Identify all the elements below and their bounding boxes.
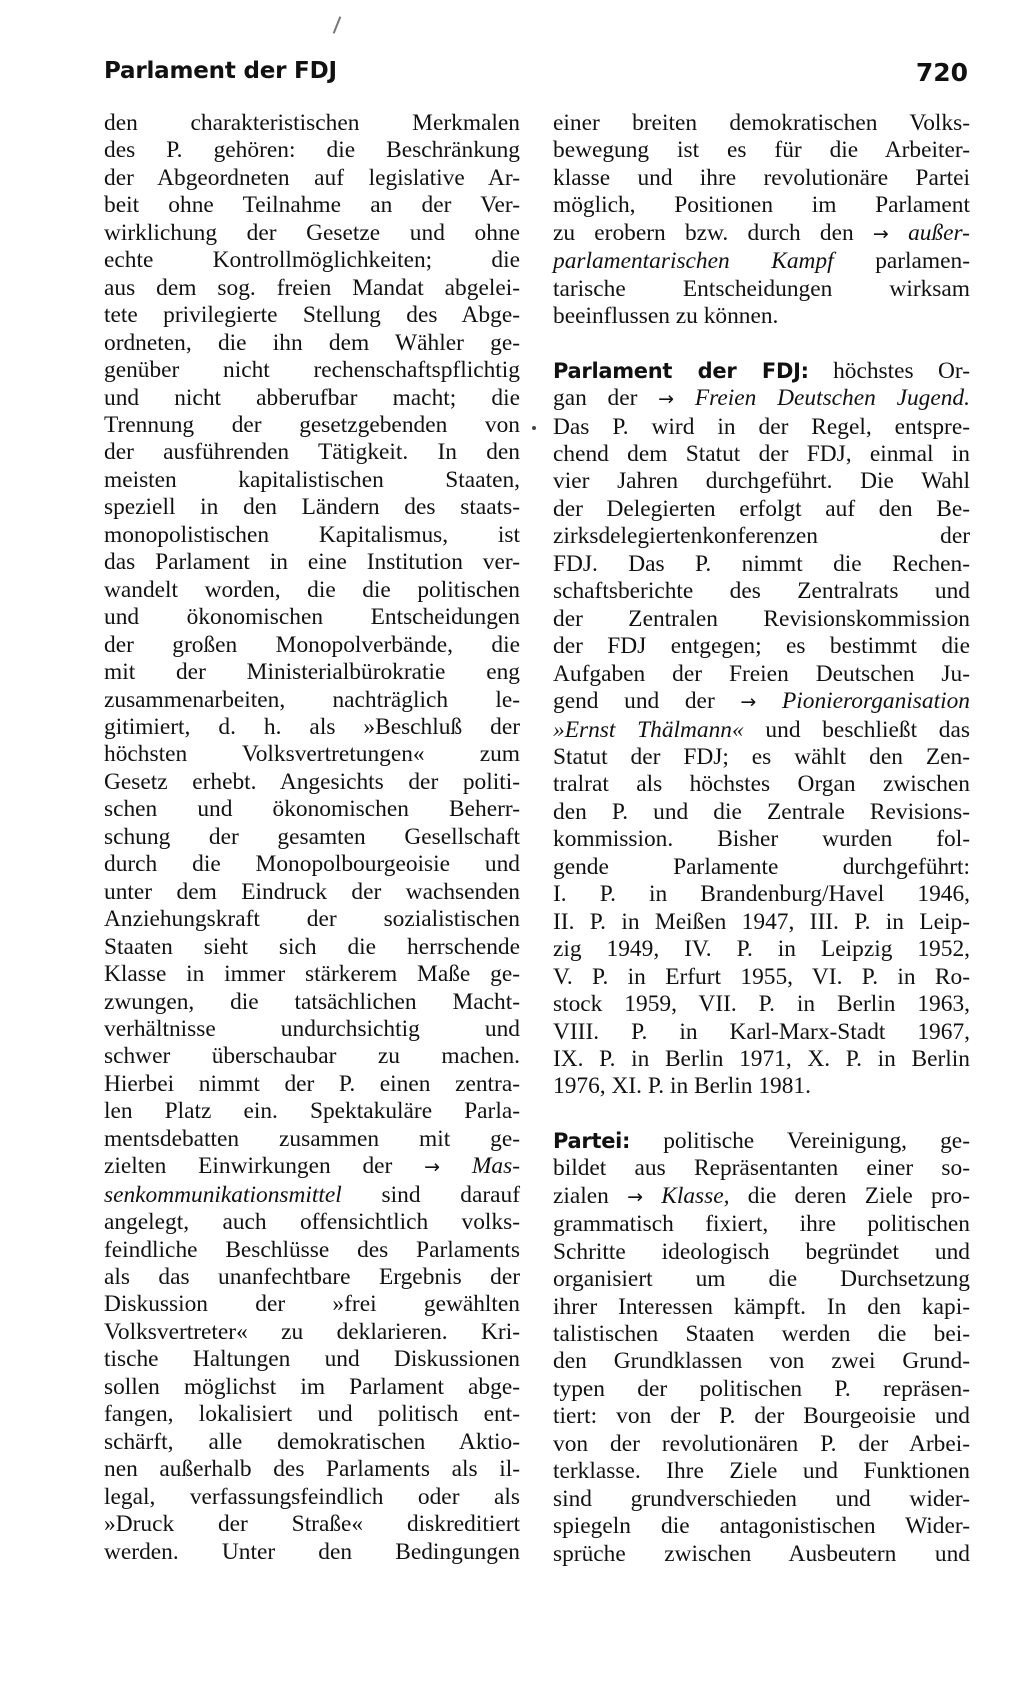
entry-headword: Partei: <box>553 1128 631 1153</box>
entry-continuation <box>104 110 520 1566</box>
cross-reference-link[interactable]: »Ernst Thälmann« <box>553 716 744 743</box>
text-line: beit ohne Teilnahme an der Ver- <box>104 192 520 219</box>
entry-continuation-end <box>553 110 970 331</box>
text-line: gende Parlamente durchgeführt: <box>553 853 970 880</box>
text-line: meisten kapitalistischen Staaten, <box>104 466 520 493</box>
text-line: wandelt worden, die die politischen <box>104 576 520 603</box>
text-line: der Abgeordneten auf legislative Ar- <box>104 164 520 191</box>
text-line: der Delegierten erfolgt auf den Be- <box>553 495 970 522</box>
text-line: zirksdelegiertenkonferenzen der <box>553 523 970 550</box>
text-line: Staaten sieht sich die herrschende <box>104 933 520 960</box>
text-line: der FDJ entgegen; es bestimmt die <box>553 633 970 660</box>
text-line: verhältnisse undurchsichtig und <box>104 1015 520 1042</box>
text-line: tische Haltungen und Diskussionen <box>104 1346 520 1373</box>
text-line: echte Kontrollmöglichkeiten; die <box>104 247 520 274</box>
text-line: zwungen, die tatsächlichen Macht- <box>104 988 520 1015</box>
text-line: Trennung der gesetzgebenden von <box>104 411 520 438</box>
entry-parlament-der-fdj <box>553 358 970 1101</box>
text-line: feindliche Beschlüsse des Parlaments <box>104 1236 520 1263</box>
text-line: Anziehungskraft der sozialistischen <box>104 906 520 933</box>
text-line: und nicht abberufbar macht; die <box>104 384 520 411</box>
text-line: von der revolutionären P. der Arbei- <box>553 1430 970 1457</box>
text-line: tarische Entscheidungen wirksam <box>553 275 970 302</box>
text-line: beeinflussen zu können. <box>553 303 779 330</box>
text-line: zusammenarbeiten, nachträglich le- <box>104 686 520 713</box>
text-line: organisiert um die Durchsetzung <box>553 1266 970 1293</box>
text-line: schung der gesamten Gesellschaft <box>104 823 520 850</box>
text-line: sind grundverschieden und wider- <box>553 1485 970 1512</box>
text-line: Diskussion der »frei gewählten <box>104 1291 520 1318</box>
text-line: schaftsberichte des Zentralrats und <box>553 578 970 605</box>
text-line: senkommunikationsmittel sind darauf <box>104 1181 520 1208</box>
text-line: Aufgaben der Freien Deutschen Ju- <box>553 660 970 687</box>
text-line: einer breiten demokratischen Volks- <box>553 110 970 136</box>
cross-reference-link[interactable]: außer- <box>908 219 970 246</box>
text-line: spiegeln die antagonistischen Wider- <box>553 1513 970 1540</box>
text-line: schwer überschaubar zu machen. <box>104 1043 520 1070</box>
text-line: fangen, lokalisiert und politisch ent- <box>104 1401 520 1428</box>
text-line: zielten Einwirkungen der → Mas- <box>104 1153 520 1180</box>
text-line: Hierbei nimmt der P. einen zentra- <box>104 1070 520 1097</box>
arrow-icon: → <box>424 1156 441 1179</box>
cross-reference-link[interactable]: Pionierorganisation <box>781 688 970 715</box>
text-line: stock 1959, VII. P. in Berlin 1963, <box>553 991 970 1018</box>
arrow-icon: → <box>740 691 757 714</box>
text-line: gan der → Freien Deutschen Jugend. <box>553 385 970 412</box>
text-line: legal, verfassungsfeindlich oder als <box>104 1483 520 1510</box>
left-column <box>104 110 520 1566</box>
text-line: FDJ. Das P. nimmt die Rechen- <box>553 550 970 577</box>
text-line: höchsten Volksvertretungen« zum <box>104 741 520 768</box>
text-block <box>553 1211 970 1568</box>
text-line: schärft, alle demokratischen Aktio- <box>104 1428 520 1455</box>
text-line: nen außerhalb des Parlaments als il- <box>104 1456 520 1483</box>
text-line: tralrat als höchstes Organ zwischen <box>553 771 970 798</box>
text-line: Klasse in immer stärkerem Maße ge- <box>104 961 520 988</box>
text-line: sprüche zwischen Ausbeutern und <box>553 1540 970 1567</box>
text-line: monopolistischen Kapitalismus, ist <box>104 521 520 548</box>
arrow-icon: → <box>658 388 675 411</box>
text-line: zig 1949, IV. P. in Leipzig 1952, <box>553 936 970 963</box>
text-line: IX. P. in Berlin 1971, X. P. in Berlin <box>553 1045 970 1072</box>
text-line: ihrer Interessen kämpft. In den kapi- <box>553 1293 970 1320</box>
text-line: möglich, Positionen im Parlament <box>553 192 970 219</box>
text-line: parlamentarischen Kampf parlamen- <box>553 248 970 275</box>
text-line: genüber nicht rechenschaftspflichtig <box>104 357 520 384</box>
text-line: II. P. in Meißen 1947, III. P. in Leip- <box>553 908 970 935</box>
text-line: Partei: politische Vereinigung, ge- <box>553 1127 970 1154</box>
text-line: mentsdebatten zusammen mit ge- <box>104 1125 520 1152</box>
text-line: mit der Ministerialbürokratie eng <box>104 659 520 686</box>
text-line: ordneten, die ihn dem Wähler ge- <box>104 329 520 356</box>
running-head: Parlament der FDJ <box>104 58 337 84</box>
text-line: unter dem Eindruck der wachsenden <box>104 878 520 905</box>
text-line: schen und ökonomischen Beherr- <box>104 796 520 823</box>
text-line: chend dem Statut der FDJ, einmal in <box>553 440 970 467</box>
page-number: 720 <box>915 58 968 87</box>
text-line: das Parlament in eine Institution ver- <box>104 549 520 576</box>
text-line: bildet aus Repräsentanten einer so- <box>553 1155 970 1182</box>
text-line: zialen → Klasse, die deren Ziele pro- <box>553 1182 970 1209</box>
text-line: den charakteristischen Merkmalen <box>104 110 520 136</box>
text-line: sollen möglichst im Parlament abge- <box>104 1373 520 1400</box>
text-line: tiert: von der P. der Bourgeoisie und <box>553 1403 970 1430</box>
text-line: bewegung ist es für die Arbeiter- <box>553 137 970 164</box>
text-line: aus dem sog. freien Mandat abgelei- <box>104 274 520 301</box>
text-line: Parlament der FDJ: höchstes Or- <box>553 357 970 384</box>
entry-partei <box>553 1128 970 1568</box>
text-line: gitimiert, d. h. als »Beschluß der <box>104 713 520 740</box>
text-line: wirklichung der Gesetze und ohne <box>104 219 520 246</box>
text-line: 1976, XI. P. in Berlin 1981. <box>553 1073 811 1100</box>
text-line: I. P. in Brandenburg/Havel 1946, <box>553 881 970 908</box>
arrow-icon: → <box>627 1185 644 1208</box>
text-line: typen der politischen P. repräsen- <box>553 1375 970 1402</box>
entry-headword: Parlament der FDJ: <box>553 358 809 383</box>
cross-reference-link[interactable]: Freien Deutschen Jugend. <box>694 385 970 412</box>
right-column <box>553 110 970 1568</box>
text-line: der Zentralen Revisionskommission <box>553 605 970 632</box>
text-line: Statut der FDJ; es wählt den Zen- <box>553 743 970 770</box>
text-line: angelegt, auch offensichtlich volks- <box>104 1209 520 1236</box>
text-line: V. P. in Erfurt 1955, VI. P. in Ro- <box>553 963 970 990</box>
text-line: gend und der → Pionierorganisation <box>553 688 970 715</box>
text-line: und ökonomischen Entscheidungen <box>104 604 520 631</box>
text-line: der großen Monopolverbände, die <box>104 631 520 658</box>
text-line: grammatisch fixiert, ihre politischen <box>553 1211 970 1238</box>
stray-pen-mark <box>333 16 342 33</box>
text-line: des P. gehören: die Beschränkung <box>104 137 520 164</box>
text-line: klasse und ihre revolutionäre Partei <box>553 164 970 191</box>
text-line: zu erobern bzw. durch den → außer- <box>553 219 970 246</box>
text-line: len Platz ein. Spektakuläre Parla- <box>104 1098 520 1125</box>
text-line: terklasse. Ihre Ziele und Funktionen <box>553 1458 970 1485</box>
text-line: den Grundklassen von zwei Grund- <box>553 1348 970 1375</box>
text-line: den P. und die Zentrale Revisions- <box>553 798 970 825</box>
text-line: Das P. wird in der Regel, entspre- <box>553 413 970 440</box>
cross-reference-link[interactable]: parlamentarischen Kampf <box>553 248 834 275</box>
text-line: Gesetz erhebt. Angesichts der politi- <box>104 768 520 795</box>
text-line: »Ernst Thälmann« und beschließt das <box>553 716 970 743</box>
text-line: als das unanfechtbare Ergebnis der <box>104 1264 520 1291</box>
text-line: talistischen Staaten werden die bei- <box>553 1321 970 1348</box>
text-line: der ausführenden Tätigkeit. In den <box>104 439 520 466</box>
text-line: durch die Monopolbourgeoisie und <box>104 851 520 878</box>
cross-reference-link[interactable]: senkommunikationsmittel <box>104 1181 342 1208</box>
text-line: kommission. Bisher wurden fol- <box>553 826 970 853</box>
cross-reference-link[interactable]: Mas- <box>471 1153 520 1180</box>
text-line: speziell in den Ländern des staats- <box>104 494 520 521</box>
text-line: Schritte ideologisch begründet und <box>553 1238 970 1265</box>
text-block <box>553 414 970 689</box>
text-line: werden. Unter den Bedingungen <box>104 1538 520 1565</box>
arrow-icon: → <box>872 222 889 245</box>
text-line: »Druck der Straße« diskreditiert <box>104 1511 520 1538</box>
text-line: VIII. P. in Karl-Marx-Stadt 1967, <box>553 1018 970 1045</box>
cross-reference-link[interactable]: Klasse, <box>661 1182 730 1209</box>
text-line: vier Jahren durchgeführt. Die Wahl <box>553 468 970 495</box>
text-block <box>553 744 970 1101</box>
stray-dot <box>532 426 536 430</box>
text-line: Volksvertreter« zu deklarieren. Kri- <box>104 1318 520 1345</box>
text-line: tete privilegierte Stellung des Abge- <box>104 302 520 329</box>
